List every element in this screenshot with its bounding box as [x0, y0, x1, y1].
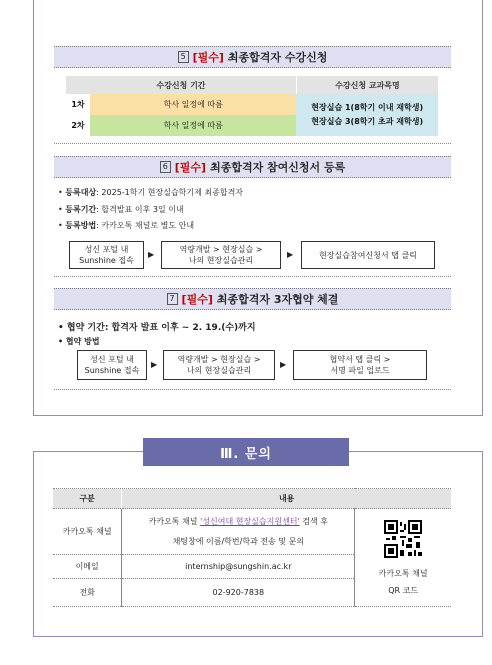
round-period: 학사 일정에 따름 [90, 94, 296, 115]
section7-bullet: • 협약 기간: 합격자 발표 이후 ~ 2. 19.(수)까지 [58, 323, 256, 333]
section6-bullet: • 등록대상: 2025-1학기 현장실습학기제 최종합격자 [58, 188, 244, 197]
bullet-label: 등록방법 [65, 221, 97, 230]
section7-header [54, 288, 451, 310]
enrollment-table [66, 76, 438, 136]
contact-heading: Ⅲ. 문의 [143, 438, 349, 466]
arrow-right-icon: ▶ [148, 250, 155, 259]
flow-step-text: 성신 포털 내 [90, 355, 134, 364]
flow-step-menu [161, 241, 281, 269]
subject-line-1: 현장실습 1(8학기 이내 재학생) [311, 103, 424, 112]
flow-step-menu [163, 350, 275, 380]
subject-line-2: 현장실습 3(8학기 초과 재학생) [311, 117, 424, 126]
kakao-label: 카카오톡 채널 [53, 509, 122, 555]
section5-number: 5 [178, 51, 189, 63]
enrollment-subject-header: 수강신청 교과목명 [296, 76, 438, 94]
flow-step-text: 협약서 탭 클릭 > [329, 355, 391, 364]
kakao-line2: 채팅창에 이름/학번/학과 전송 및 문의 [172, 536, 305, 546]
kakao-line1 [122, 512, 354, 532]
section6-bullet: • 등록방법: 카카오톡 채널로 별도 안내 [58, 221, 195, 230]
section5-required: [필수] [192, 51, 224, 64]
qr-label: 카카오톡 채널 [378, 568, 428, 578]
arrow-right-icon: ▶ [151, 360, 158, 369]
bullet-label: 등록기간 [65, 205, 97, 214]
section6-required: [필수] [174, 161, 207, 174]
subject-cell [296, 94, 438, 136]
round-label: 1차 [66, 94, 90, 115]
bullet-label: 등록대상 [65, 188, 97, 197]
qr-label: QR 코드 [388, 585, 419, 595]
qr-cell [355, 509, 451, 607]
section5-title: 최종합격자 수강신청 [227, 51, 328, 64]
bullet-text: : 합격자 발표 이후 ~ 2. 19.(수)까지 [104, 323, 256, 333]
section7-bullet: • 협약 방법 [58, 337, 100, 346]
bullet-label: 협약 방법 [65, 337, 100, 346]
kakao-value [122, 509, 355, 555]
kakao-post: 검색 후 [299, 516, 329, 526]
flow-step-portal [69, 241, 144, 269]
section6-title: 최종합격자 참여신청서 등록 [210, 161, 346, 174]
phone-value: 02-920-7838 [122, 579, 355, 607]
phone-label: 전화 [53, 579, 122, 607]
flow-step-text: 나의 현장실습관리 [186, 366, 252, 375]
arrow-right-icon: ▶ [287, 250, 294, 259]
divider [54, 143, 451, 144]
contact-col-category: 구분 [53, 489, 122, 509]
kakao-pre: 카카오톡 채널 [148, 516, 201, 526]
bullet-text: : 카카오톡 채널로 별도 안내 [96, 221, 195, 230]
bullet-label: 협약 기간 [66, 323, 105, 333]
round-label: 2차 [66, 115, 90, 136]
qr-code-icon[interactable] [384, 520, 422, 558]
contact-col-content: 내용 [122, 489, 451, 509]
section6-number: 6 [160, 161, 171, 173]
arrow-right-icon: ▶ [280, 360, 287, 369]
divider [54, 389, 451, 390]
flow-step-upload [293, 350, 427, 380]
email-label: 이메일 [53, 555, 122, 579]
section5-header [54, 46, 451, 68]
enrollment-period-header: 수강신청 기간 [66, 76, 296, 94]
divider [54, 276, 451, 277]
section7-number: 7 [167, 293, 178, 305]
flow-step-portal [77, 350, 147, 380]
contact-table [53, 488, 451, 607]
email-value[interactable]: internship@sungshin.ac.kr [122, 555, 355, 579]
flow-step-text: Sunshine 접속 [84, 366, 140, 375]
flow-step-tab: 현장실습참여신청서 탭 클릭 [301, 241, 435, 269]
flow-step-text: 역량개발 > 현장실습 > [177, 355, 261, 364]
kakao-channel-link[interactable]: '성신여대 현장실습지원센터' [200, 516, 300, 526]
flow-step-text: 역량개발 > 현장실습 > [179, 245, 263, 254]
section6-header [54, 156, 451, 178]
round-period: 학사 일정에 따름 [90, 115, 296, 136]
flow-step-text: 나의 현장실습관리 [188, 256, 254, 265]
flow-step-text: 성신 포털 내 [84, 245, 129, 254]
bullet-text: : 합격발표 이후 3일 이내 [96, 205, 184, 214]
section6-bullet: • 등록기간: 합격발표 이후 3일 이내 [58, 205, 184, 214]
flow-step-text: 서명 파일 업로드 [330, 366, 390, 375]
section7-title: 최종합격자 3자협약 체결 [216, 293, 339, 306]
section7-required: [필수] [181, 293, 213, 306]
bullet-text: : 2025-1학기 현장실습학기제 최종합격자 [96, 188, 244, 197]
flow-step-text: Sunshine 접속 [79, 256, 134, 265]
